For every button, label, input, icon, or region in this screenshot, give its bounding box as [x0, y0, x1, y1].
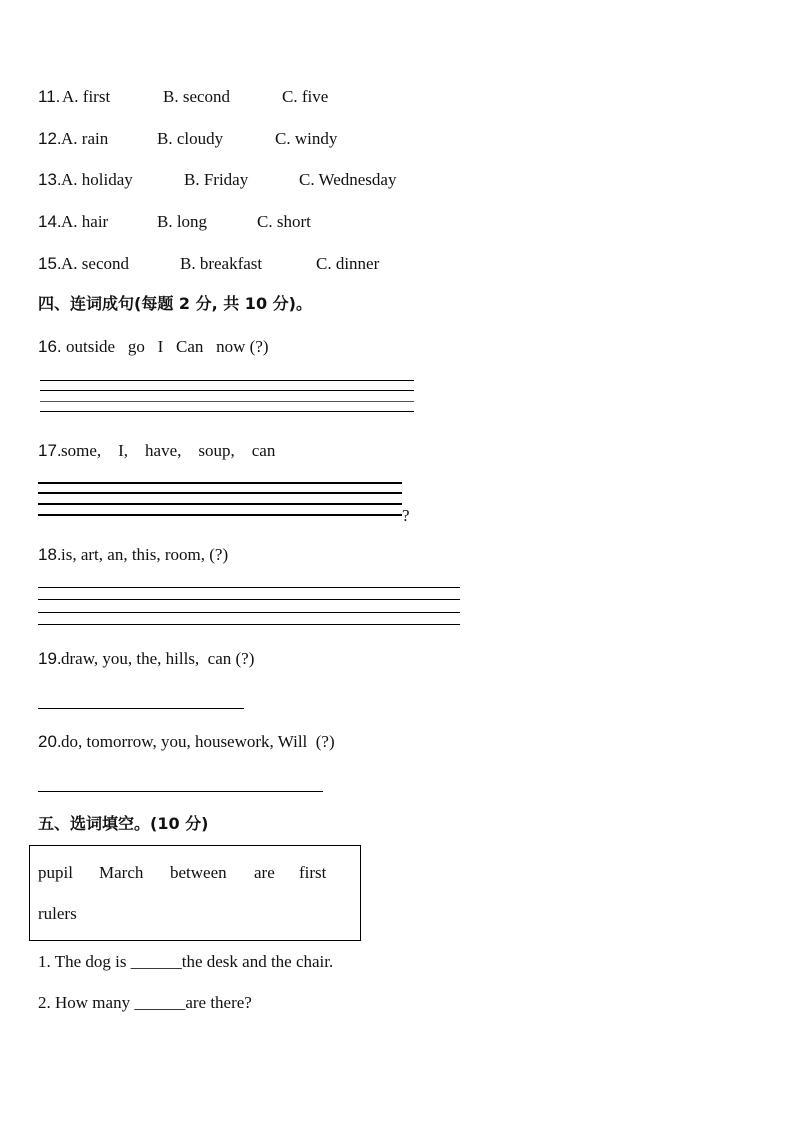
answer-line	[38, 514, 402, 516]
option-c: C. short	[257, 212, 311, 231]
word-list: do, tomorrow, you, housework, Will (?)	[61, 732, 335, 751]
option-b: B. cloudy	[157, 129, 224, 148]
answer-line	[40, 380, 414, 381]
answer-line	[38, 791, 323, 792]
option-a: A. holiday	[61, 170, 133, 189]
word-bank-word: between	[170, 863, 227, 882]
question-number: 15.	[38, 254, 62, 273]
question-number: 13.	[38, 170, 62, 189]
answer-line	[40, 390, 414, 391]
question-number: 19.	[38, 649, 62, 668]
section-4-heading: 四、连词成句(每题 2 分, 共 10 分)。	[38, 294, 312, 313]
option-c: C. five	[282, 87, 329, 106]
answer-line	[38, 503, 402, 505]
word-list: is, art, an, this, room, (?)	[61, 545, 229, 564]
word-list: outside go I Can now (?)	[66, 337, 269, 356]
section-5-heading: 五、选词填空。(10 分)	[38, 814, 209, 833]
question-number: 12.	[38, 129, 62, 148]
option-a: A. second	[61, 254, 129, 273]
word-bank-word: are	[254, 863, 275, 882]
word-bank-word: pupil	[38, 863, 73, 882]
fill-blank-2	[38, 993, 252, 1013]
answer-line	[38, 624, 460, 625]
answer-line	[38, 708, 244, 709]
option-a: A. rain	[61, 129, 109, 148]
word-list: draw, you, the, hills, can (?)	[61, 649, 255, 668]
option-c: C. windy	[275, 129, 338, 148]
question-number: 17.	[38, 441, 62, 460]
word-list: some, I, have, soup, can	[61, 441, 276, 460]
option-b: B. long	[157, 212, 208, 231]
fill-blank-1	[38, 952, 333, 972]
option-a: A. hair	[61, 212, 109, 231]
answer-line	[40, 411, 414, 412]
answer-line	[38, 482, 402, 484]
word-bank-box	[29, 845, 361, 941]
answer-line	[40, 401, 414, 402]
question-number: 18.	[38, 545, 62, 564]
option-b: B. second	[163, 87, 231, 106]
question-number: 14.	[38, 212, 62, 231]
option-b: B. breakfast	[180, 254, 263, 273]
answer-line	[38, 612, 460, 613]
answer-line	[38, 492, 402, 494]
sentence-start: 2. How many	[38, 993, 135, 1012]
word-bank-word: March	[99, 863, 144, 882]
option-b: B. Friday	[184, 170, 249, 189]
option-a: A. first	[62, 87, 111, 106]
question-mark: ?	[402, 506, 410, 525]
option-c: C. dinner	[316, 254, 380, 273]
question-number: 20.	[38, 732, 62, 751]
answer-line	[38, 599, 460, 600]
word-bank-word: first	[299, 863, 327, 882]
question-number: 11.	[38, 87, 61, 106]
question-number: 16.	[38, 337, 62, 356]
blank[interactable]: ______	[134, 993, 186, 1012]
sentence-end: the desk and the chair.	[181, 952, 334, 971]
answer-line	[38, 587, 460, 588]
sentence-end: are there?	[185, 993, 252, 1012]
word-bank-word: rulers	[38, 904, 77, 923]
option-c: C. Wednesday	[299, 170, 397, 189]
sentence-start: 1. The dog is	[38, 952, 131, 971]
blank[interactable]: ______	[130, 952, 182, 971]
